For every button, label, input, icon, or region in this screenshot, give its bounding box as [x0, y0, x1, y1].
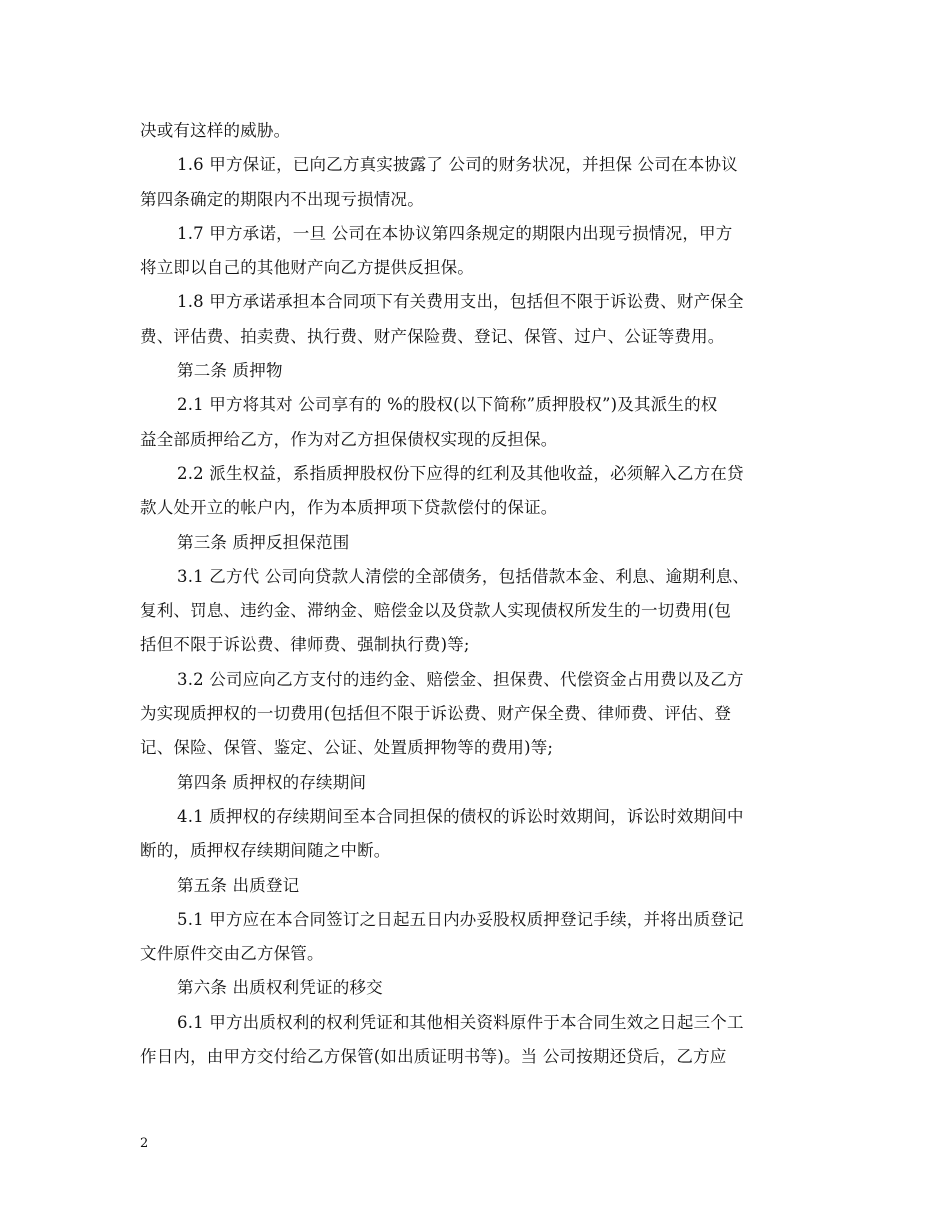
document-line: 3.2 公司应向乙方支付的违约金、赔偿金、担保费、代偿资金占用费以及乙方 — [177, 669, 744, 689]
document-line: 作日内，由甲方交付给乙方保管(如出质证明书等)。当 公司按期还贷后，乙方应 — [140, 1047, 727, 1067]
document-line: 为实现质押权的一切费用(包括但不限于诉讼费、财产保全费、律师费、评估、登 — [140, 704, 732, 724]
document-line: 5.1 甲方应在本合同签订之日起五日内办妥股权质押登记手续，并将出质登记 — [177, 909, 744, 929]
document-line: 6.1 甲方出质权利的权利凭证和其他相关资料原件于本合同生效之日起三个工 — [177, 1012, 744, 1032]
document-line: 第二条 质押物 — [177, 361, 283, 381]
document-line: 断的，质押权存续期间随之中断。 — [140, 841, 391, 861]
document-line: 将立即以自己的其他财产向乙方提供反担保。 — [140, 258, 474, 278]
document-line: 1.6 甲方保证，已向乙方真实披露了 公司的财务状况，并担保 公司在本协议 — [177, 155, 738, 175]
document-line: 括但不限于诉讼费、律师费、强制执行费)等; — [140, 635, 470, 655]
document-line: 文件原件交由乙方保管。 — [140, 944, 324, 964]
document-line: 益全部质押给乙方，作为对乙方担保债权实现的反担保。 — [140, 429, 558, 449]
page-number: 2 — [140, 1136, 149, 1151]
document-line: 2.1 甲方将其对 公司享有的 %的股权(以下简称”质押股权”)及其派生的权 — [177, 395, 718, 415]
document-line: 3.1 乙方代 公司向贷款人清偿的全部债务，包括借款本金、利息、逾期利息、 — [177, 566, 750, 586]
document-line: 第三条 质押反担保范围 — [177, 532, 350, 552]
document-line: 第四条 质押权的存续期间 — [177, 772, 367, 792]
document-line: 记、保险、保管、鉴定、公证、处置质押物等的费用)等; — [140, 738, 554, 758]
document-line: 第五条 出质登记 — [177, 875, 300, 895]
document-line: 4.1 质押权的存续期间至本合同担保的债权的诉讼时效期间，诉讼时效期间中 — [177, 806, 744, 826]
document-line: 费、评估费、拍卖费、执行费、财产保险费、登记、保管、过户、公证等费用。 — [140, 326, 725, 346]
document-line: 决或有这样的威胁。 — [140, 121, 291, 140]
document-body — [140, 114, 812, 1074]
document-line: 款人处开立的帐户内，作为本质押项下贷款偿付的保证。 — [140, 498, 558, 518]
document-line: 复利、罚息、违约金、滞纳金、赔偿金以及贷款人实现债权所发生的一切费用(包 — [140, 601, 732, 621]
document-line: 第四条确定的期限内不出现亏损情况。 — [140, 189, 424, 209]
document-line: 1.7 甲方承诺，一旦 公司在本协议第四条规定的期限内出现亏损情况，甲方 — [177, 223, 733, 243]
document-line: 第六条 出质权利凭证的移交 — [177, 978, 383, 998]
document-line: 2.2 派生权益，系指质押股权份下应得的红利及其他收益，必须解入乙方在贷 — [177, 463, 744, 483]
document-line: 1.8 甲方承诺承担本合同项下有关费用支出，包括但不限于诉讼费、财产保全 — [177, 292, 744, 312]
